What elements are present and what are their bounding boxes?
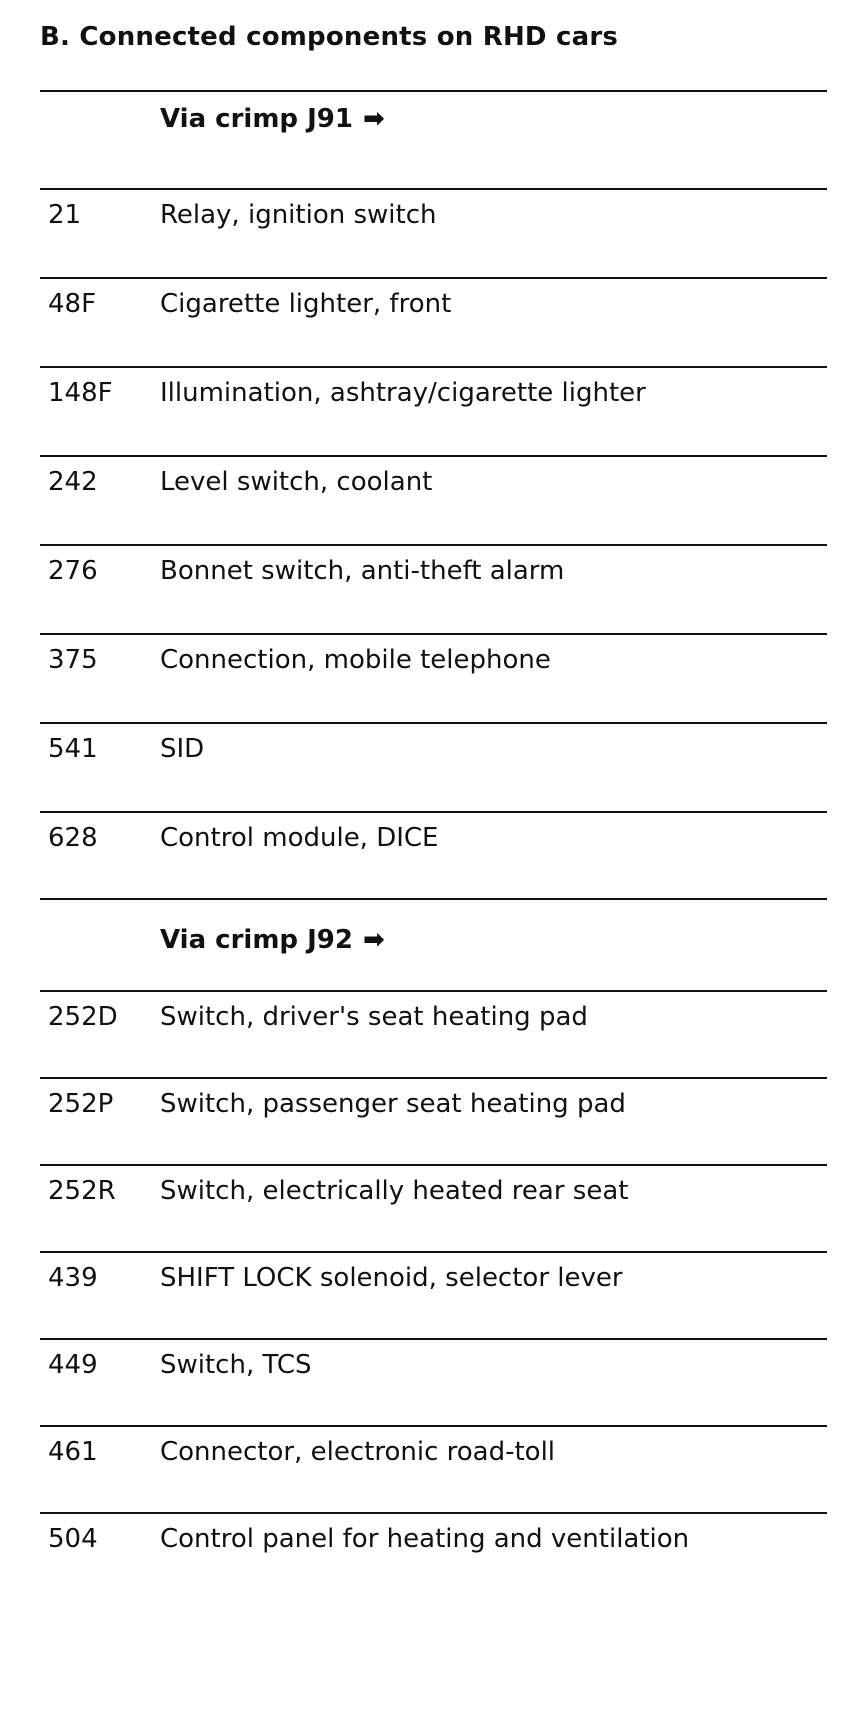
component-code: 504	[48, 1524, 98, 1554]
component-code: 21	[48, 200, 82, 230]
table-row	[40, 366, 827, 455]
table-row	[40, 277, 827, 366]
component-description: Relay, ignition switch	[160, 200, 437, 230]
section-j92	[40, 925, 827, 1599]
component-description: Bonnet switch, anti-theft alarm	[160, 556, 565, 586]
component-code: 375	[48, 645, 98, 675]
component-description: Control panel for heating and ventilation	[160, 1524, 690, 1554]
table-row	[40, 990, 827, 1077]
arrow-right-icon: ➡	[362, 925, 385, 955]
section-j91	[40, 90, 827, 900]
table-row	[40, 1338, 827, 1425]
component-description: Switch, electrically heated rear seat	[160, 1176, 629, 1206]
component-description: Connector, electronic road-toll	[160, 1437, 556, 1467]
component-description: Switch, TCS	[160, 1350, 312, 1380]
section-heading	[40, 92, 827, 188]
component-description: Cigarette lighter, front	[160, 289, 452, 319]
page-title: B. Connected components on RHD cars	[40, 22, 619, 52]
component-description: Switch, driver's seat heating pad	[160, 1002, 588, 1032]
table-row	[40, 1512, 827, 1599]
component-code: 252D	[48, 1002, 118, 1032]
table-row	[40, 1164, 827, 1251]
component-code: 276	[48, 556, 98, 586]
component-description: SHIFT LOCK solenoid, selector lever	[160, 1263, 623, 1293]
component-code: 449	[48, 1350, 98, 1380]
table-row	[40, 455, 827, 544]
component-code: 242	[48, 467, 98, 497]
component-description: Switch, passenger seat heating pad	[160, 1089, 626, 1119]
table-row	[40, 1425, 827, 1512]
component-description: Illumination, ashtray/cigarette lighter	[160, 378, 646, 408]
component-description: Control module, DICE	[160, 823, 439, 853]
component-code: 541	[48, 734, 98, 764]
table-row	[40, 633, 827, 722]
component-description: SID	[160, 734, 205, 764]
table-row	[40, 1251, 827, 1338]
table-row	[40, 722, 827, 811]
section-heading-label: Via crimp J92	[160, 925, 353, 955]
component-code: 148F	[48, 378, 113, 408]
table-row	[40, 188, 827, 277]
section-heading	[40, 915, 827, 965]
table-row	[40, 1077, 827, 1164]
component-code: 439	[48, 1263, 98, 1293]
component-code: 628	[48, 823, 98, 853]
arrow-right-icon: ➡	[362, 104, 385, 134]
component-description: Connection, mobile telephone	[160, 645, 551, 675]
component-description: Level switch, coolant	[160, 467, 433, 497]
table-row	[40, 811, 827, 900]
section-heading-label: Via crimp J91	[160, 104, 353, 134]
component-code: 252P	[48, 1089, 114, 1119]
component-code: 461	[48, 1437, 98, 1467]
table-row	[40, 544, 827, 633]
component-code: 48F	[48, 289, 97, 319]
component-code: 252R	[48, 1176, 116, 1206]
